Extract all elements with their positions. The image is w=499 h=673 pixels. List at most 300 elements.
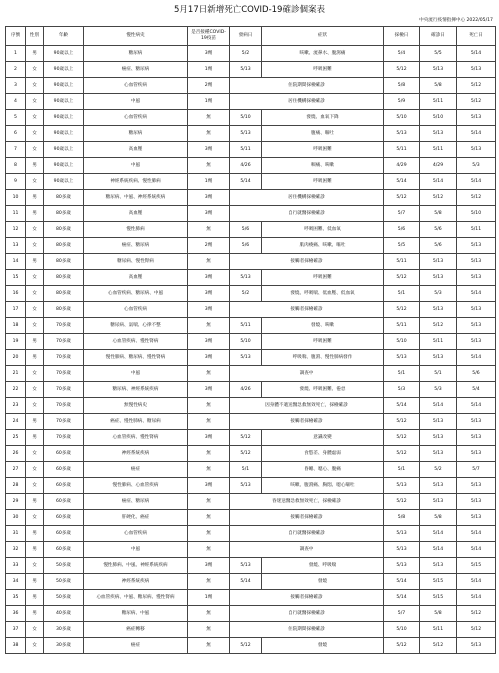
cell-history: 糖尿病 [84, 46, 188, 62]
cell-history: 癌症、糖尿病 [84, 494, 188, 510]
cell-history: 肝硬化、癌症 [84, 510, 188, 526]
table-row [6, 430, 496, 446]
cell-sex: 女 [26, 78, 44, 94]
cell-vaccine: 3劑 [188, 190, 230, 206]
cell-symptoms: 自行就醫採檢確診 [230, 206, 384, 222]
table-row [6, 206, 496, 222]
cell-confirm-date: 5/14 [420, 174, 457, 190]
cell-vaccine: 無 [188, 318, 230, 334]
cell-symptoms: 咳嗽、腹瀉痛、胸悶、噁心嘔吐 [262, 478, 384, 494]
cell-symptoms: 因身體不適送醫急救無效死亡，採檢確診 [230, 398, 384, 414]
table-row [6, 110, 496, 126]
cell-death-date: 5/12 [457, 78, 496, 94]
cell-death-date: 5/14 [457, 126, 496, 142]
cell-test-date: 5/11 [384, 254, 420, 270]
cell-test-date: 5/6 [384, 222, 420, 238]
cell-sex: 女 [26, 318, 44, 334]
cell-age: 80多歲 [44, 238, 84, 254]
cell-sex: 女 [26, 238, 44, 254]
table-row [6, 622, 496, 638]
cell-no: 20 [6, 350, 26, 366]
cell-symptoms: 發燒 [262, 574, 384, 590]
cell-onset: 5/1 [230, 462, 262, 478]
cell-confirm-date: 5/6 [420, 222, 457, 238]
cell-confirm-date: 5/8 [420, 206, 457, 222]
cell-test-date: 5/12 [384, 270, 420, 286]
cell-age: 60多歲 [44, 526, 84, 542]
cell-age: 90歲以上 [44, 126, 84, 142]
cell-test-date: 5/7 [384, 206, 420, 222]
cell-death-date: 5/12 [457, 94, 496, 110]
cell-symptoms: 住院期間採檢確診 [230, 622, 384, 638]
cell-vaccine: 1劑 [188, 94, 230, 110]
cell-age: 70多歲 [44, 414, 84, 430]
header-age: 年齡 [44, 27, 84, 46]
cell-history: 中風 [84, 542, 188, 558]
cell-age: 80多歲 [44, 254, 84, 270]
cell-history: 糖尿病、氣喘、心律不整 [84, 318, 188, 334]
cell-no: 35 [6, 590, 26, 606]
cell-onset: 5/13 [230, 350, 262, 366]
cell-symptoms: 意識改變 [262, 430, 384, 446]
table-row [6, 462, 496, 478]
cell-no: 32 [6, 542, 26, 558]
cell-history: 癌症、糖尿病 [84, 238, 188, 254]
cell-no: 26 [6, 446, 26, 462]
cell-onset: 4/26 [230, 158, 262, 174]
cell-age: 60多歲 [44, 542, 84, 558]
cell-death-date: 5/13 [457, 302, 496, 318]
cell-death-date: 5/13 [457, 142, 496, 158]
cell-onset: 5/10 [230, 110, 262, 126]
cell-history: 中風 [84, 94, 188, 110]
cell-age: 70多歲 [44, 318, 84, 334]
table-row [6, 94, 496, 110]
cell-death-date: 5/3 [457, 158, 496, 174]
cell-age: 70多歲 [44, 334, 84, 350]
cell-no: 34 [6, 574, 26, 590]
cell-history: 無慢性病史 [84, 398, 188, 414]
cell-sex: 男 [26, 526, 44, 542]
cell-onset: 5/6 [230, 222, 262, 238]
cell-confirm-date: 5/13 [420, 126, 457, 142]
cell-no: 1 [6, 46, 26, 62]
cell-confirm-date: 5/8 [420, 78, 457, 94]
header-vaccine: 是否接種COVID-19疫苗 [188, 27, 230, 46]
cell-age: 80多歲 [44, 302, 84, 318]
cell-age: 90歲以上 [44, 62, 84, 78]
cell-history: 神經系統疾病 [84, 574, 188, 590]
cell-death-date: 5/12 [457, 190, 496, 206]
cell-no: 2 [6, 62, 26, 78]
cell-history: 心血管疾病 [84, 302, 188, 318]
cell-vaccine: 無 [188, 446, 230, 462]
cell-history: 癌症、糖尿病 [84, 62, 188, 78]
cell-age: 60多歲 [44, 494, 84, 510]
cell-sex: 女 [26, 558, 44, 574]
cell-confirm-date: 5/13 [420, 430, 457, 446]
cell-onset: 5/2 [230, 46, 262, 62]
cell-death-date: 5/13 [457, 62, 496, 78]
cell-confirm-date: 5/14 [420, 542, 457, 558]
cell-no: 15 [6, 270, 26, 286]
cell-sex: 女 [26, 478, 44, 494]
cell-confirm-date: 4/29 [420, 158, 457, 174]
cell-test-date: 5/11 [384, 142, 420, 158]
cell-sex: 女 [26, 366, 44, 382]
cell-confirm-date: 5/13 [420, 270, 457, 286]
cell-test-date: 5/13 [384, 542, 420, 558]
cell-age: 50多歲 [44, 590, 84, 606]
cell-sex: 女 [26, 382, 44, 398]
cell-confirm-date: 5/13 [420, 494, 457, 510]
source-note: 中央流行疫情指揮中心 2022/05/17 [419, 18, 493, 23]
table-row [6, 238, 496, 254]
cell-confirm-date: 5/2 [420, 462, 457, 478]
cell-onset: 5/14 [230, 174, 262, 190]
cell-history: 高血壓 [84, 206, 188, 222]
cell-onset: 5/13 [230, 62, 262, 78]
cell-sex: 男 [26, 190, 44, 206]
cell-test-date: 5/12 [384, 494, 420, 510]
cell-confirm-date: 5/11 [420, 334, 457, 350]
cell-onset: 5/12 [230, 430, 262, 446]
cell-history: 心血管疾病、糖尿病、中風 [84, 286, 188, 302]
cell-confirm-date: 5/10 [420, 110, 457, 126]
cell-sex: 男 [26, 158, 44, 174]
table-row [6, 190, 496, 206]
table-row [6, 606, 496, 622]
cell-test-date: 5/13 [384, 478, 420, 494]
cell-symptoms: 呼吸困難 [262, 142, 384, 158]
cell-no: 30 [6, 510, 26, 526]
cell-symptoms: 昏迷送醫急救無效死亡，採檢確診 [230, 494, 384, 510]
cell-age: 70多歲 [44, 350, 84, 366]
cell-vaccine: 無 [188, 158, 230, 174]
cell-death-date: 5/14 [457, 398, 496, 414]
cell-symptoms: 發燒、呼吸喘、低血壓、低血氧 [262, 286, 384, 302]
cell-death-date: 5/14 [457, 46, 496, 62]
cell-history: 心血管疾病、慢性腎病 [84, 430, 188, 446]
cell-no: 37 [6, 622, 26, 638]
table-row [6, 142, 496, 158]
cell-vaccine: 無 [188, 126, 230, 142]
cell-no: 22 [6, 382, 26, 398]
cell-symptoms: 發燒 [262, 638, 384, 654]
cell-sex: 男 [26, 430, 44, 446]
cell-confirm-date: 5/6 [420, 238, 457, 254]
cell-sex: 女 [26, 638, 44, 654]
cell-confirm-date: 5/13 [420, 446, 457, 462]
cell-onset: 5/13 [230, 558, 262, 574]
cell-symptoms: 呼吸喘、腹瀉、慢性肺病發作 [262, 350, 384, 366]
table-row [6, 286, 496, 302]
cell-confirm-date: 5/13 [420, 302, 457, 318]
table-header-row [6, 27, 496, 46]
cell-no: 29 [6, 494, 26, 510]
cell-test-date: 5/12 [384, 638, 420, 654]
cell-no: 28 [6, 478, 26, 494]
cell-age: 90歲以上 [44, 78, 84, 94]
cell-death-date: 5/13 [457, 254, 496, 270]
cell-history: 心血管疾病 [84, 78, 188, 94]
cell-confirm-date: 5/8 [420, 606, 457, 622]
table-row [6, 558, 496, 574]
cell-sex: 女 [26, 222, 44, 238]
table-row [6, 318, 496, 334]
cell-sex: 男 [26, 254, 44, 270]
table-row [6, 638, 496, 654]
cell-symptoms: 自行就醫採檢確診 [230, 526, 384, 542]
cell-test-date: 5/10 [384, 110, 420, 126]
cell-test-date: 5/10 [384, 334, 420, 350]
cell-history: 心血管疾病 [84, 526, 188, 542]
cell-history: 心血管疾病、中風、糖尿病、慢性腎病 [84, 590, 188, 606]
cell-vaccine: 無 [188, 542, 230, 558]
cell-no: 36 [6, 606, 26, 622]
cell-age: 60多歲 [44, 446, 84, 462]
table-row [6, 590, 496, 606]
cell-sex: 女 [26, 126, 44, 142]
cell-sex: 男 [26, 46, 44, 62]
cell-onset: 5/12 [230, 638, 262, 654]
cell-age: 90歲以上 [44, 158, 84, 174]
cell-death-date: 5/13 [457, 334, 496, 350]
cell-confirm-date: 5/12 [420, 318, 457, 334]
cell-no: 25 [6, 430, 26, 446]
cell-test-date: 5/8 [384, 78, 420, 94]
cell-test-date: 5/9 [384, 94, 420, 110]
header-confirm-date: 確診日 [420, 27, 457, 46]
cell-death-date: 5/10 [457, 206, 496, 222]
cell-age: 70多歲 [44, 366, 84, 382]
cell-age: 70多歲 [44, 398, 84, 414]
cell-sex: 男 [26, 206, 44, 222]
cell-symptoms: 接觸者採檢確診 [230, 254, 384, 270]
cell-no: 14 [6, 254, 26, 270]
table-row [6, 382, 496, 398]
cell-age: 70多歲 [44, 382, 84, 398]
table-row [6, 174, 496, 190]
header-onset: 發病日 [230, 27, 262, 46]
cell-no: 4 [6, 94, 26, 110]
cell-death-date: 5/4 [457, 382, 496, 398]
cell-sex: 女 [26, 270, 44, 286]
cell-no: 18 [6, 318, 26, 334]
cell-symptoms: 接觸者採檢確診 [230, 302, 384, 318]
cell-test-date: 4/29 [384, 158, 420, 174]
cell-history: 慢性肺病、糖尿病、慢性腎病 [84, 350, 188, 366]
cell-death-date: 5/14 [457, 526, 496, 542]
cell-symptoms: 發燒、呼吸喘 [262, 558, 384, 574]
cell-symptoms: 肌肉痠痛、咳嗽、嘔吐 [262, 238, 384, 254]
cell-sex: 男 [26, 606, 44, 622]
cell-sex: 女 [26, 174, 44, 190]
cell-age: 90歲以上 [44, 46, 84, 62]
cell-death-date: 5/14 [457, 286, 496, 302]
page-title: 5月17日新增死亡COVID-19確診個案表 [174, 5, 325, 15]
cell-vaccine: 3劑 [188, 350, 230, 366]
cell-confirm-date: 5/13 [420, 414, 457, 430]
cell-test-date: 5/4 [384, 46, 420, 62]
cell-no: 38 [6, 638, 26, 654]
cell-vaccine: 3劑 [188, 382, 230, 398]
case-table [5, 26, 496, 654]
cell-symptoms: 居住機構採檢確診 [230, 190, 384, 206]
cell-symptoms: 咽痛、咳嗽 [262, 158, 384, 174]
cell-test-date: 5/1 [384, 366, 420, 382]
cell-test-date: 5/13 [384, 350, 420, 366]
cell-history: 慢性肺病、中風、神經系統疾病 [84, 558, 188, 574]
cell-history: 心血管疾病、慢性腎病 [84, 334, 188, 350]
cell-history: 癌症、慢性肺病、糖尿病 [84, 414, 188, 430]
cell-confirm-date: 5/14 [420, 398, 457, 414]
cell-history: 糖尿病、中風 [84, 606, 188, 622]
cell-no: 5 [6, 110, 26, 126]
cell-onset: 5/12 [230, 446, 262, 462]
cell-symptoms: 住院期間採檢確診 [230, 78, 384, 94]
cell-onset: 5/10 [230, 334, 262, 350]
cell-vaccine: 無 [188, 606, 230, 622]
table-row [6, 222, 496, 238]
cell-sex: 女 [26, 302, 44, 318]
table-row [6, 302, 496, 318]
cell-vaccine: 無 [188, 110, 230, 126]
cell-test-date: 5/14 [384, 590, 420, 606]
header-death-date: 死亡日 [457, 27, 496, 46]
cell-history: 高血壓 [84, 142, 188, 158]
cell-history: 中風 [84, 158, 188, 174]
cell-onset: 4/26 [230, 382, 262, 398]
cell-age: 80多歲 [44, 222, 84, 238]
cell-test-date: 5/12 [384, 430, 420, 446]
cell-age: 80多歲 [44, 286, 84, 302]
cell-test-date: 5/12 [384, 302, 420, 318]
cell-death-date: 5/13 [457, 270, 496, 286]
cell-vaccine: 無 [188, 462, 230, 478]
cell-death-date: 5/14 [457, 590, 496, 606]
header-test-date: 採檢日 [384, 27, 420, 46]
cell-symptoms: 呼吸困難 [262, 270, 384, 286]
cell-onset: 5/6 [230, 238, 262, 254]
cell-test-date: 5/13 [384, 558, 420, 574]
cell-confirm-date: 5/1 [420, 366, 457, 382]
cell-sex: 男 [26, 334, 44, 350]
cell-vaccine: 無 [188, 254, 230, 270]
cell-symptoms: 接觸者採檢確診 [230, 590, 384, 606]
cell-symptoms: 自行就醫採檢確診 [230, 606, 384, 622]
cell-confirm-date: 5/3 [420, 382, 457, 398]
cell-vaccine: 無 [188, 398, 230, 414]
cell-history: 高血壓 [84, 270, 188, 286]
cell-history: 心血管疾病 [84, 110, 188, 126]
cell-confirm-date: 5/13 [420, 350, 457, 366]
table-row [6, 526, 496, 542]
cell-symptoms: 調查中 [230, 366, 384, 382]
cell-history: 癌症 [84, 638, 188, 654]
cell-test-date: 5/12 [384, 446, 420, 462]
cell-no: 3 [6, 78, 26, 94]
cell-vaccine: 3劑 [188, 286, 230, 302]
cell-vaccine: 3劑 [188, 334, 230, 350]
cell-sex: 女 [26, 286, 44, 302]
cell-vaccine: 無 [188, 622, 230, 638]
cell-death-date: 5/13 [457, 446, 496, 462]
cell-no: 21 [6, 366, 26, 382]
cell-onset: 5/14 [230, 574, 262, 590]
cell-history: 慢性肺病 [84, 222, 188, 238]
cell-history: 癌症 [84, 462, 188, 478]
cell-age: 30多歲 [44, 622, 84, 638]
cell-no: 12 [6, 222, 26, 238]
cell-test-date: 5/12 [384, 190, 420, 206]
cell-death-date: 5/12 [457, 606, 496, 622]
cell-age: 90歲以上 [44, 142, 84, 158]
table-row [6, 366, 496, 382]
cell-age: 50多歲 [44, 574, 84, 590]
table-row [6, 78, 496, 94]
cell-symptoms: 接觸者採檢確診 [230, 414, 384, 430]
cell-test-date: 5/14 [384, 398, 420, 414]
cell-vaccine: 2劑 [188, 238, 230, 254]
cell-no: 6 [6, 126, 26, 142]
table-row [6, 46, 496, 62]
cell-onset: 5/13 [230, 126, 262, 142]
cell-vaccine: 無 [188, 510, 230, 526]
cell-sex: 男 [26, 542, 44, 558]
cell-symptoms: 呼吸困難 [262, 62, 384, 78]
table-row [6, 478, 496, 494]
cell-sex: 男 [26, 574, 44, 590]
cell-death-date: 5/12 [457, 622, 496, 638]
cell-death-date: 5/7 [457, 462, 496, 478]
cell-sex: 女 [26, 398, 44, 414]
cell-test-date: 5/1 [384, 462, 420, 478]
cell-sex: 女 [26, 94, 44, 110]
cell-vaccine: 無 [188, 414, 230, 430]
cell-test-date: 5/3 [384, 382, 420, 398]
cell-vaccine: 3劑 [188, 430, 230, 446]
cell-confirm-date: 5/8 [420, 510, 457, 526]
cell-age: 40多歲 [44, 606, 84, 622]
cell-history: 糖尿病、中風、神經系統疾病 [84, 190, 188, 206]
cell-no: 16 [6, 286, 26, 302]
cell-test-date: 5/13 [384, 526, 420, 542]
table-row [6, 158, 496, 174]
header-no: 序號 [6, 27, 26, 46]
cell-death-date: 5/14 [457, 542, 496, 558]
header-sex: 性別 [26, 27, 44, 46]
cell-vaccine: 3劑 [188, 142, 230, 158]
cell-death-date: 5/14 [457, 574, 496, 590]
cell-history: 神經系統疾病 [84, 446, 188, 462]
cell-symptoms: 咳嗽、流鼻水、腹瀉痛 [262, 46, 384, 62]
cell-no: 10 [6, 190, 26, 206]
cell-sex: 女 [26, 510, 44, 526]
cell-confirm-date: 5/13 [420, 558, 457, 574]
cell-symptoms: 昏睡、噁心、腹痛 [262, 462, 384, 478]
cell-vaccine: 無 [188, 526, 230, 542]
cell-age: 80多歲 [44, 190, 84, 206]
cell-age: 50多歲 [44, 558, 84, 574]
cell-confirm-date: 5/5 [420, 46, 457, 62]
cell-death-date: 5/13 [457, 430, 496, 446]
cell-history: 中風 [84, 366, 188, 382]
table-row [6, 542, 496, 558]
cell-history: 慢性肺病、心血管疾病 [84, 478, 188, 494]
cell-no: 11 [6, 206, 26, 222]
cell-confirm-date: 5/13 [420, 254, 457, 270]
